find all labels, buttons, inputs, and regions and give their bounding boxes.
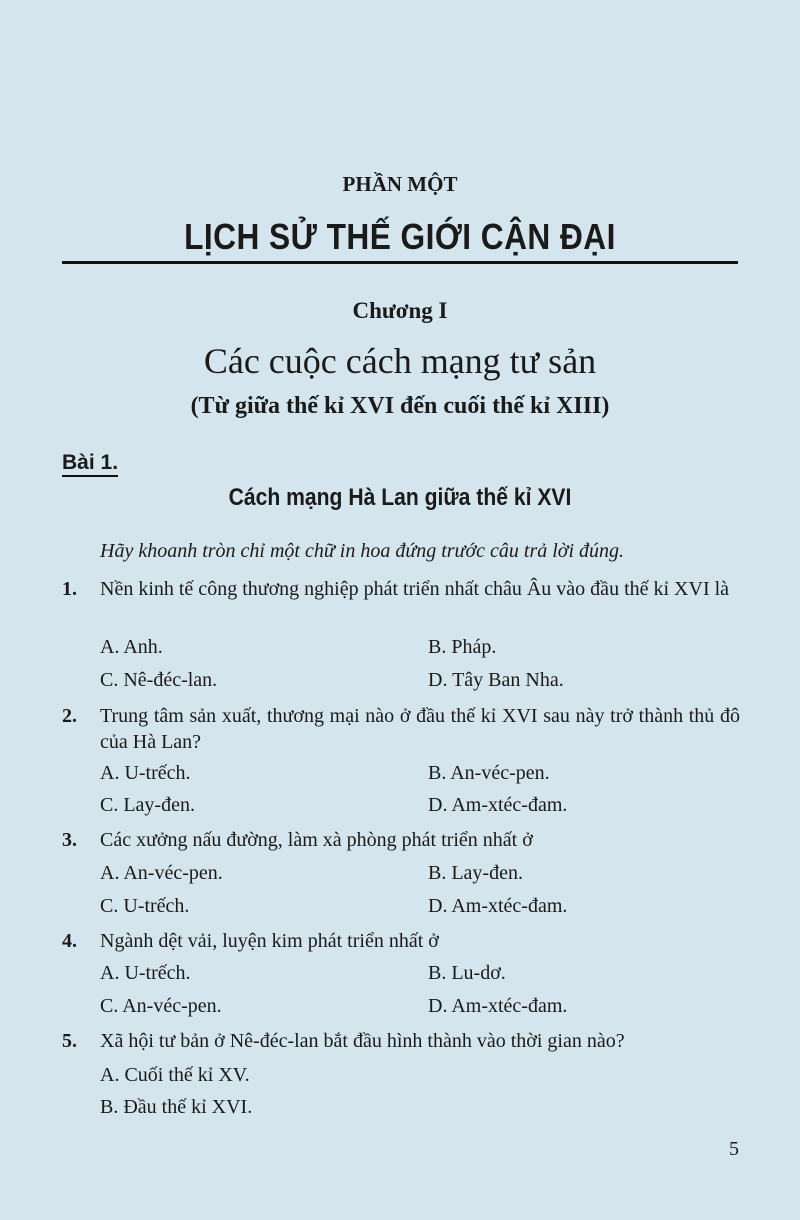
answer-option[interactable]: D. Am-xtéc-đam. — [428, 995, 568, 1017]
answer-option[interactable]: D. Am-xtéc-đam. — [428, 895, 568, 917]
answer-option[interactable]: C. An-véc-pen. — [100, 995, 222, 1017]
question-number: 3. — [62, 829, 77, 851]
page-number: 5 — [729, 1138, 739, 1160]
answer-option[interactable]: D. Am-xtéc-đam. — [428, 794, 568, 816]
chapter-title: Các cuộc cách mạng tư sản — [203, 341, 597, 381]
answer-option[interactable]: A. Cuối thế kỉ XV. — [100, 1064, 250, 1086]
question-number: 5. — [62, 1030, 77, 1052]
question-text: Ngành dệt vải, luyện kim phát triển nhất ở — [100, 930, 439, 952]
question-number: 2. — [62, 705, 77, 727]
lesson-label: Bài 1. — [62, 451, 118, 477]
answer-option[interactable]: C. U-trếch. — [100, 895, 190, 917]
answer-option[interactable]: A. An-véc-pen. — [100, 862, 223, 884]
question-number: 4. — [62, 930, 77, 952]
answer-option[interactable]: A. U-trếch. — [100, 962, 191, 984]
question-text: Trung tâm sản xuất, thương mại nào ở đầu thế kỉ XVI sau này trở thành thủ đô của Hà Lan? — [100, 705, 740, 753]
answer-option[interactable]: A. Anh. — [100, 636, 163, 658]
answer-option[interactable]: B. Lay-đen. — [428, 862, 523, 884]
answer-option[interactable]: B. Lu-dơ. — [428, 962, 506, 984]
question-text: Các xưởng nấu đường, làm xà phòng phát triển nhất ở — [100, 829, 533, 851]
answer-option[interactable]: B. Pháp. — [428, 636, 497, 658]
question-text: Nền kinh tế công thương nghiệp phát triển nhất châu Âu vào đầu thế kỉ XVI là — [100, 578, 730, 600]
answer-option[interactable]: D. Tây Ban Nha. — [428, 669, 564, 691]
instruction: Hãy khoanh tròn chỉ một chữ in hoa đứng trước câu trả lời đúng. — [100, 540, 625, 562]
question-number: 1. — [62, 578, 77, 600]
part-label: PHẦN MỘT — [342, 172, 458, 196]
part-title: LỊCH SỬ THẾ GIỚI CẬN ĐẠI — [184, 216, 616, 257]
title-divider — [62, 261, 738, 264]
answer-option[interactable]: A. U-trếch. — [100, 762, 191, 784]
question-text: Xã hội tư bản ở Nê-đéc-lan bắt đầu hình thành vào thời gian nào? — [100, 1030, 625, 1052]
answer-option[interactable]: C. Nê-đéc-lan. — [100, 669, 218, 691]
answer-option[interactable]: B. Đầu thế kỉ XVI. — [100, 1096, 253, 1118]
lesson-title: Cách mạng Hà Lan giữa thế kỉ XVI — [228, 484, 572, 511]
chapter-label: Chương I — [352, 298, 448, 323]
answer-option[interactable]: C. Lay-đen. — [100, 794, 195, 816]
chapter-subtitle: (Từ giữa thế kỉ XVI đến cuối thế kỉ XIII) — [190, 393, 610, 419]
answer-option[interactable]: B. An-véc-pen. — [428, 762, 550, 784]
